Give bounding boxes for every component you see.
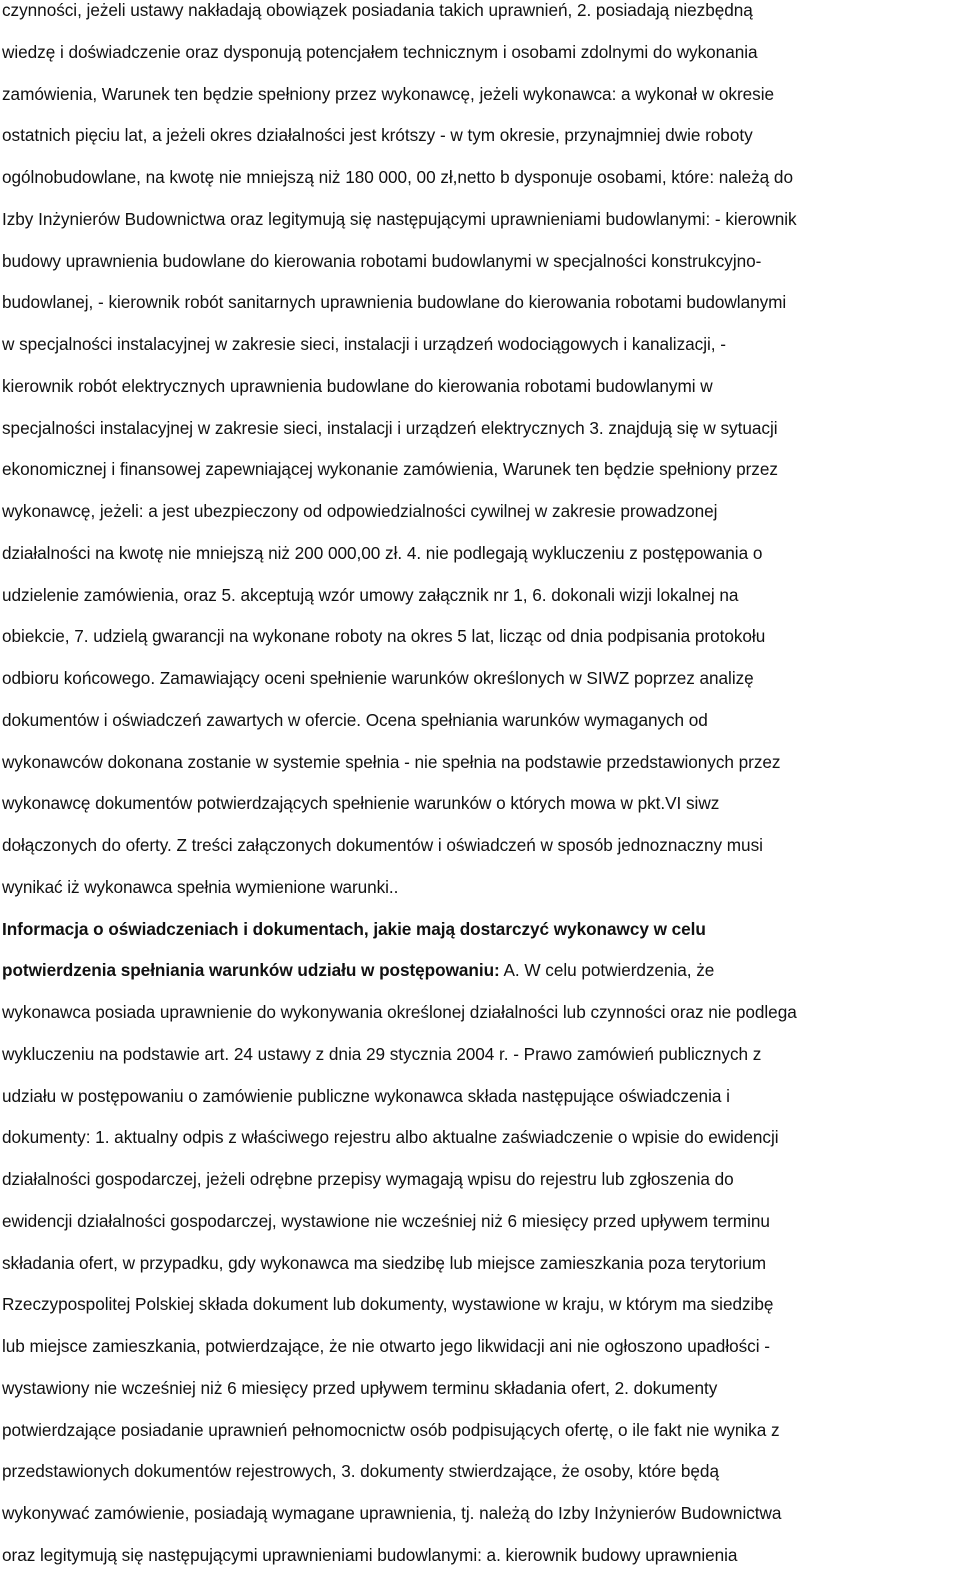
paragraph-text: w specjalności instalacyjnej w zakresie sieci, instalacji i urządzeń wodociągowych i kanalizacji, - [2,334,726,354]
text-line [2,1201,958,1243]
paragraph-text: budowy uprawnienia budowlane do kierowania robotami budowlanymi w specjalności konstrukcyjno- [2,250,762,271]
text-line [2,408,958,450]
text-line [2,1076,958,1118]
text-line [2,282,958,324]
text-line [2,491,958,533]
text-line [2,992,958,1034]
text-line [2,909,958,951]
document-page [2,0,958,1577]
paragraph-text: dokumentów i oświadczeń zawartych w ofercie. Ocena spełniania warunków wymaganych od [2,709,708,730]
bold-heading-text: potwierdzenia spełniania warunków udziału w postępowaniu: [2,960,500,981]
paragraph-text: wykonawców dokonana zostanie w systemie spełnia - nie spełnia na podstawie przedstawionych przez [2,751,781,772]
paragraph-text: obiekcie, 7. udzielą gwarancji na wykonane roboty na okres 5 lat, licząc od dnia podpisania protokołu [2,626,766,647]
bold-heading-text: Informacja o oświadczeniach i dokumentach, jakie mają dostarczyć wykonawcy w celu [2,918,706,939]
text-line [2,1410,958,1452]
paragraph-text: Rzeczypospolitej Polskiej składa dokument lub dokumenty, wystawione w kraju, w którym ma siedzibę [2,1294,774,1315]
paragraph-text: ekonomicznej i finansowej zapewniającej wykonanie zamówienia, Warunek ten będzie spełniony przez [2,459,778,480]
text-line [2,575,958,617]
text-line [2,324,958,366]
text-line [2,74,958,116]
text-line [2,825,958,867]
paragraph-text: ostatnich pięciu lat, a jeżeli okres działalności jest krótszy - w tym okresie, przynajmniej dwie roboty [2,125,753,146]
paragraph-text: udziału w postępowaniu o zamówienie publiczne wykonawca składa następujące oświadczenia i [2,1085,730,1106]
paragraph-text: wykonawca posiada uprawnienie do wykonywania określonej działalności lub czynności oraz nie podlega [2,1002,797,1022]
paragraph-text: działalności gospodarczej, jeżeli odrębne przepisy wymagają wpisu do rejestru lub zgłoszenia do [2,1169,734,1189]
paragraph-text: dołączonych do oferty. Z treści załączonych dokumentów i oświadczeń w sposób jednoznaczny musi [2,835,763,855]
text-line [2,32,958,74]
text-line [2,157,958,199]
paragraph-text: odbioru końcowego. Zamawiający oceni spełnienie warunków określonych w SIWZ poprzez analizę [2,668,754,688]
paragraph-text: specjalności instalacyjnej w zakresie sieci, instalacji i urządzeń elektrycznych 3. znajdują się w sytuacji [2,417,778,438]
paragraph-text: oraz legitymują się następującymi uprawnieniami budowlanymi: a. kierownik budowy uprawnienia [2,1544,738,1565]
text-line [2,1326,958,1368]
text-line [2,742,958,784]
paragraph-text: lub miejsce zamieszkania, potwierdzające, że nie otwarto jego likwidacji ani nie ogłoszono upadłości - [2,1336,770,1356]
text-line [2,616,958,658]
paragraph-text: Izby Inżynierów Budownictwa oraz legitymują się następującymi uprawnieniami budowlanymi: - kierownik [2,208,797,229]
paragraph-text: dokumenty: 1. aktualny odpis z właściwego rejestru albo aktualne zaświadczenie o wpisie do ewidencji [2,1127,779,1148]
text-line [2,1243,958,1285]
paragraph-text: czynności, jeżeli ustawy nakładają obowiązek posiadania takich uprawnień, 2. posiadają niezbędną [2,0,753,20]
text-line [2,366,958,408]
text-line [2,1493,958,1535]
text-line [2,1368,958,1410]
paragraph-text: wynikać iż wykonawca spełnia wymienione warunki.. [2,876,399,897]
paragraph-text: wykluczeniu na podstawie art. 24 ustawy z dnia 29 stycznia 2004 r. - Prawo zamówień publicznych z [2,1043,762,1064]
paragraph-text: udzielenie zamówienia, oraz 5. akceptują wzór umowy załącznik nr 1, 6. dokonali wizji lokalnej na [2,584,739,605]
text-line [2,1034,958,1076]
paragraph-text: kierownik robót elektrycznych uprawnienia budowlane do kierowania robotami budowlanymi w [2,375,713,396]
paragraph-text: wykonawcę, jeżeli: a jest ubezpieczony od odpowiedzialności cywilnej w zakresie prowadzonej [2,501,718,521]
text-line [2,783,958,825]
paragraph-text: wiedzę i doświadczenie oraz dysponują potencjałem technicznym i osobami zdolnymi do wykonania [2,41,758,62]
text-line [2,241,958,283]
text-line [2,115,958,157]
text-line [2,867,958,909]
paragraph-text: A. W celu potwierdzenia, że [499,960,715,981]
text-line [2,1451,958,1493]
text-line [2,0,958,32]
text-line [2,449,958,491]
text-line [2,658,958,700]
text-line [2,1159,958,1201]
text-line [2,700,958,742]
paragraph-text: przedstawionych dokumentów rejestrowych, 3. dokumenty stwierdzające, że osoby, które będą [2,1461,719,1482]
text-line [2,533,958,575]
paragraph-text: wystawiony nie wcześniej niż 6 miesięcy przed upływem terminu składania ofert, 2. dokumenty [2,1377,718,1398]
paragraph-text: ewidencji działalności gospodarczej, wystawione nie wcześniej niż 6 miesięcy przed upływem terminu [2,1210,770,1231]
text-line [2,1117,958,1159]
text-line [2,199,958,241]
paragraph-text: wykonywać zamówienie, posiadają wymagane uprawnienia, tj. należą do Izby Inżynierów Budownictwa [2,1503,782,1523]
paragraph-text: wykonawcę dokumentów potwierdzających spełnienie warunków o których mowa w pkt.VI siwz [2,793,720,814]
text-line [2,1535,958,1577]
text-line [2,950,958,992]
paragraph-text: potwierdzające posiadanie uprawnień pełnomocnictw osób podpisujących ofertę, o ile fakt nie wynika z [2,1419,780,1440]
text-line [2,1284,958,1326]
paragraph-text: zamówienia, Warunek ten będzie spełniony przez wykonawcę, jeżeli wykonawca: a wykonał w okresie [2,83,775,104]
paragraph-text: ogólnobudowlane, na kwotę nie mniejszą niż 180 000, 00 zł,netto b dysponuje osobami, które: należą do [2,167,793,187]
paragraph-text: działalności na kwotę nie mniejszą niż 200 000,00 zł. 4. nie podlegają wykluczeniu z postępowania o [2,542,763,563]
paragraph-text: składania ofert, w przypadku, gdy wykonawca ma siedzibę lub miejsce zamieszkania poza terytorium [2,1252,767,1273]
paragraph-text: budowlanej, - kierownik robót sanitarnych uprawnienia budowlane do kierowania robotami budowlanymi [2,292,787,313]
